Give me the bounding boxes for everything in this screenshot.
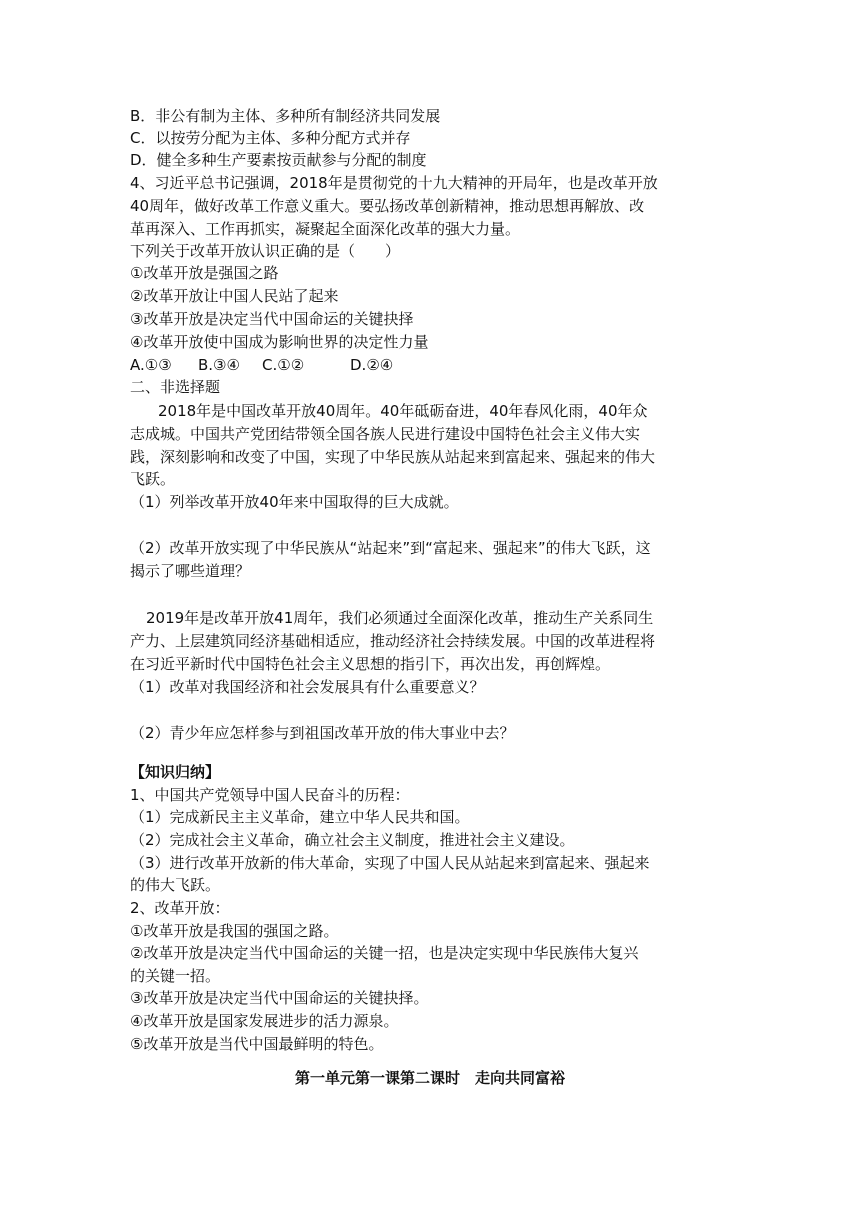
question-1-1: （1）列举改革开放40年来中国取得的巨大成就。 <box>130 493 459 511</box>
choice-b: B.③④ <box>198 356 240 374</box>
q4-stem-line: 40周年，做好改革工作意义重大。要弘扬改革创新精神，推动思想再解放、改 <box>130 197 645 215</box>
q4-item: ①改革开放是强国之路 <box>130 264 279 282</box>
summary-line: ⑤改革开放是当代中国最鲜明的特色。 <box>130 1035 384 1053</box>
summary-line: 1、中国共产党领导中国人民奋斗的历程： <box>130 786 410 804</box>
material-2-line: 2019年是改革开放41周年，我们必须通过全面深化改革，推动生产关系同生 <box>146 609 654 627</box>
q4-stem-line: 下列关于改革开放认识正确的是（ ） <box>130 242 401 260</box>
summary-line: ③改革开放是决定当代中国命运的关键抉择。 <box>130 989 429 1007</box>
summary-line: ①改革开放是我国的强国之路。 <box>130 922 339 940</box>
question-1-2: （2）改革开放实现了中华民族从“站起来”到“富起来、强起来”的伟大飞跃，这 <box>130 539 651 557</box>
choice-d: D.②④ <box>350 356 394 374</box>
material-2-line: 产力、上层建筑同经济基础相适应，推动经济社会持续发展。中国的改革进程将 <box>130 632 656 650</box>
choice-a: A.①③ <box>130 356 172 374</box>
summary-line: （2）完成社会主义革命，确立社会主义制度，推进社会主义建设。 <box>130 831 575 849</box>
section-heading: 二、非选择题 <box>130 378 221 396</box>
summary-line: 的关键一招。 <box>130 967 221 985</box>
choice-c: C.①② <box>262 356 305 374</box>
material-1-line: 飞跃。 <box>130 470 176 488</box>
q4-stem-line: 4、习近平总书记强调，2018年是贯彻党的十九大精神的开局年，也是改革开放 <box>130 174 658 192</box>
q4-choices <box>130 354 393 376</box>
summary-line: ②改革开放是决定当代中国命运的关键一招，也是决定实现中华民族伟大复兴 <box>130 944 639 962</box>
material-1-line: 2018年是中国改革开放40周年。40年砥砺奋进，40年春风化雨，40年众 <box>158 402 648 420</box>
q4-item: ②改革开放让中国人民站了起来 <box>130 287 339 305</box>
summary-line: 的伟大飞跃。 <box>130 876 221 894</box>
summary-heading: 【知识归纳】 <box>130 763 221 781</box>
summary-line: （1）完成新民主主义革命，建立中华人民共和国。 <box>130 808 470 826</box>
option-c: C．以按劳分配为主体、多种分配方式并存 <box>130 129 411 147</box>
question-2-2: （2）青少年应怎样参与到祖国改革开放的伟大事业中去？ <box>130 724 515 742</box>
material-1-line: 践，深刻影响和改变了中国，实现了中华民族从站起来到富起来、强起来的伟大 <box>130 448 656 466</box>
lesson-title: 第一单元第一课第二课时 走向共同富裕 <box>294 1069 565 1087</box>
summary-line: （3）进行改革开放新的伟大革命，实现了中国人民从站起来到富起来、强起来 <box>130 854 650 872</box>
summary-line: ④改革开放是国家发展进步的活力源泉。 <box>130 1012 399 1030</box>
question-2-1: （1）改革对我国经济和社会发展具有什么重要意义？ <box>130 678 485 696</box>
option-b: B．非公有制为主体、多种所有制经济共同发展 <box>130 107 441 125</box>
material-2-line: 在习近平新时代中国特色社会主义思想的指引下，再次出发，再创辉煌。 <box>130 655 611 673</box>
question-1-2: 揭示了哪些道理？ <box>130 562 251 580</box>
option-d: D．健全多种生产要素按贡献参与分配的制度 <box>130 151 427 169</box>
summary-line: 2、改革开放： <box>130 899 230 917</box>
q4-item: ④改革开放使中国成为影响世界的决定性力量 <box>130 333 429 351</box>
q4-stem-line: 革再深入、工作再抓实，凝聚起全面深化改革的强大力量。 <box>130 220 521 238</box>
material-1-line: 志成城。中国共产党团结带领全国各族人民进行建设中国特色社会主义伟大实 <box>130 425 641 443</box>
q4-item: ③改革开放是决定当代中国命运的关键抉择 <box>130 310 414 328</box>
